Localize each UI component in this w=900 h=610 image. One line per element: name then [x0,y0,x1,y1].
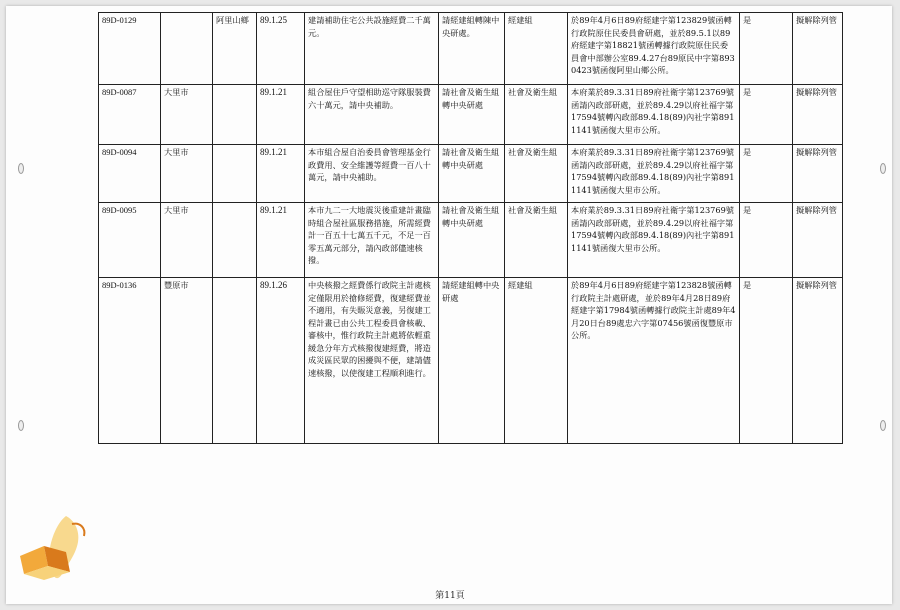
case-id: 89D-0129 [99,13,161,85]
unit-cell: 社會及衛生組 [505,145,568,203]
town-cell [213,203,257,278]
table-row [99,278,843,444]
result-cell: 本府業於89.3.31日89府社衛字第123769號函請內政部研處，並於89.4.29以府社福字第17594號轉內政部89.4.18(89)內社字第8911141號函復大里市公所。 [568,203,740,278]
handling-cell: 請經建組轉中央研處 [439,278,505,444]
punch-hole [18,420,24,431]
county-cell: 大里市 [161,203,213,278]
done-cell: 是 [740,145,793,203]
case-id: 89D-0094 [99,145,161,203]
result-cell: 於89年4月6日89府經建字第123829號函轉行政院原住民委員會研處，並於89.5.1以89府經建字第18821號函轉據行政院原住民委員會中部辦公室89.4.27台89原民中字第8930423號函復阿里山鄉公所。 [568,13,740,85]
handling-cell: 請社會及衛生組轉中央研處 [439,85,505,145]
town-cell [213,278,257,444]
punch-hole [880,420,886,431]
table-row [99,13,843,85]
remark-cell: 擬解除列管 [793,85,843,145]
remark-cell: 擬解除列管 [793,13,843,85]
town-cell [213,145,257,203]
date-cell: 89.1.25 [257,13,305,85]
handling-cell: 請社會及衛生組轉中央研處 [439,203,505,278]
done-cell: 是 [740,85,793,145]
date-cell: 89.1.21 [257,145,305,203]
remark-cell: 擬解除列管 [793,145,843,203]
handling-cell: 請經建組轉陳中央研處。 [439,13,505,85]
request-content: 建請補助住宅公共設施經費二千萬元。 [305,13,439,85]
punch-hole [880,163,886,174]
remark-cell: 擬解除列管 [793,278,843,444]
case-id: 89D-0136 [99,278,161,444]
town-cell [213,85,257,145]
unit-cell: 社會及衛生組 [505,203,568,278]
punch-hole [18,163,24,174]
case-id: 89D-0087 [99,85,161,145]
unit-cell: 社會及衛生組 [505,85,568,145]
table-row [99,203,843,278]
done-cell: 是 [740,13,793,85]
county-cell: 大里市 [161,85,213,145]
handling-cell: 請社會及衛生組轉中央研處 [439,145,505,203]
case-tracking-table [98,12,843,444]
result-cell: 於89年4月6日89府經建字第123828號函轉行政院主計處研處，並於89年4月28日89府經建字第17984號函轉據行政院主計處89年4月20日台89處忠六字第07456號函復豐原市公所。 [568,278,740,444]
unit-cell: 經建組 [505,278,568,444]
remark-cell: 擬解除列管 [793,203,843,278]
date-cell: 89.1.26 [257,278,305,444]
county-cell: 豐原市 [161,278,213,444]
taiwan-map-book-logo-icon [14,512,98,584]
result-cell: 本府業於89.3.31日89府社衛字第123769號函請內政部研處，並於89.4.29以府社福字第17594號轉內政部89.4.18(89)內社字第8911141號函復大里市公所。 [568,145,740,203]
page-number: 第11頁 [435,591,465,601]
done-cell: 是 [740,203,793,278]
done-cell: 是 [740,278,793,444]
result-cell: 本府業於89.3.31日89府社衛字第123769號函請內政部研處，並於89.4.29以府社福字第17594號轉內政部89.4.18(89)內社字第8911141號函復大里市公所。 [568,85,740,145]
date-cell: 89.1.21 [257,85,305,145]
request-content: 中央核撥之經費係行政院主計處核定僅限用於搶修經費，復建經費並不適用，有失賑災意義，另復建工程計畫已由公共工程委員會核載、審核中，惟行政院主計處將依輕重緩急分年方式核撥復建經費，將造成災區民眾的困擾與不便，建請儘速核撥，以使復建工程順利進行。 [305,278,439,444]
town-cell: 阿里山鄉 [213,13,257,85]
county-cell [161,13,213,85]
table-row [99,85,843,145]
unit-cell: 經建組 [505,13,568,85]
table-row [99,145,843,203]
request-content: 組合屋住戶守望相助巡守隊服裝費六十萬元，請中央補助。 [305,85,439,145]
request-content: 本市九二一大地震災後重建計畫臨時組合屋社區服務措施，所需經費計一百五十七萬五千元，不足一百零五萬元部分，請內政部儘速核撥。 [305,203,439,278]
case-id: 89D-0095 [99,203,161,278]
date-cell: 89.1.21 [257,203,305,278]
county-cell: 大里市 [161,145,213,203]
request-content: 本市組合屋自治委員會管理基金行政費用、安全維護等經費一百八十萬元，請中央補助。 [305,145,439,203]
